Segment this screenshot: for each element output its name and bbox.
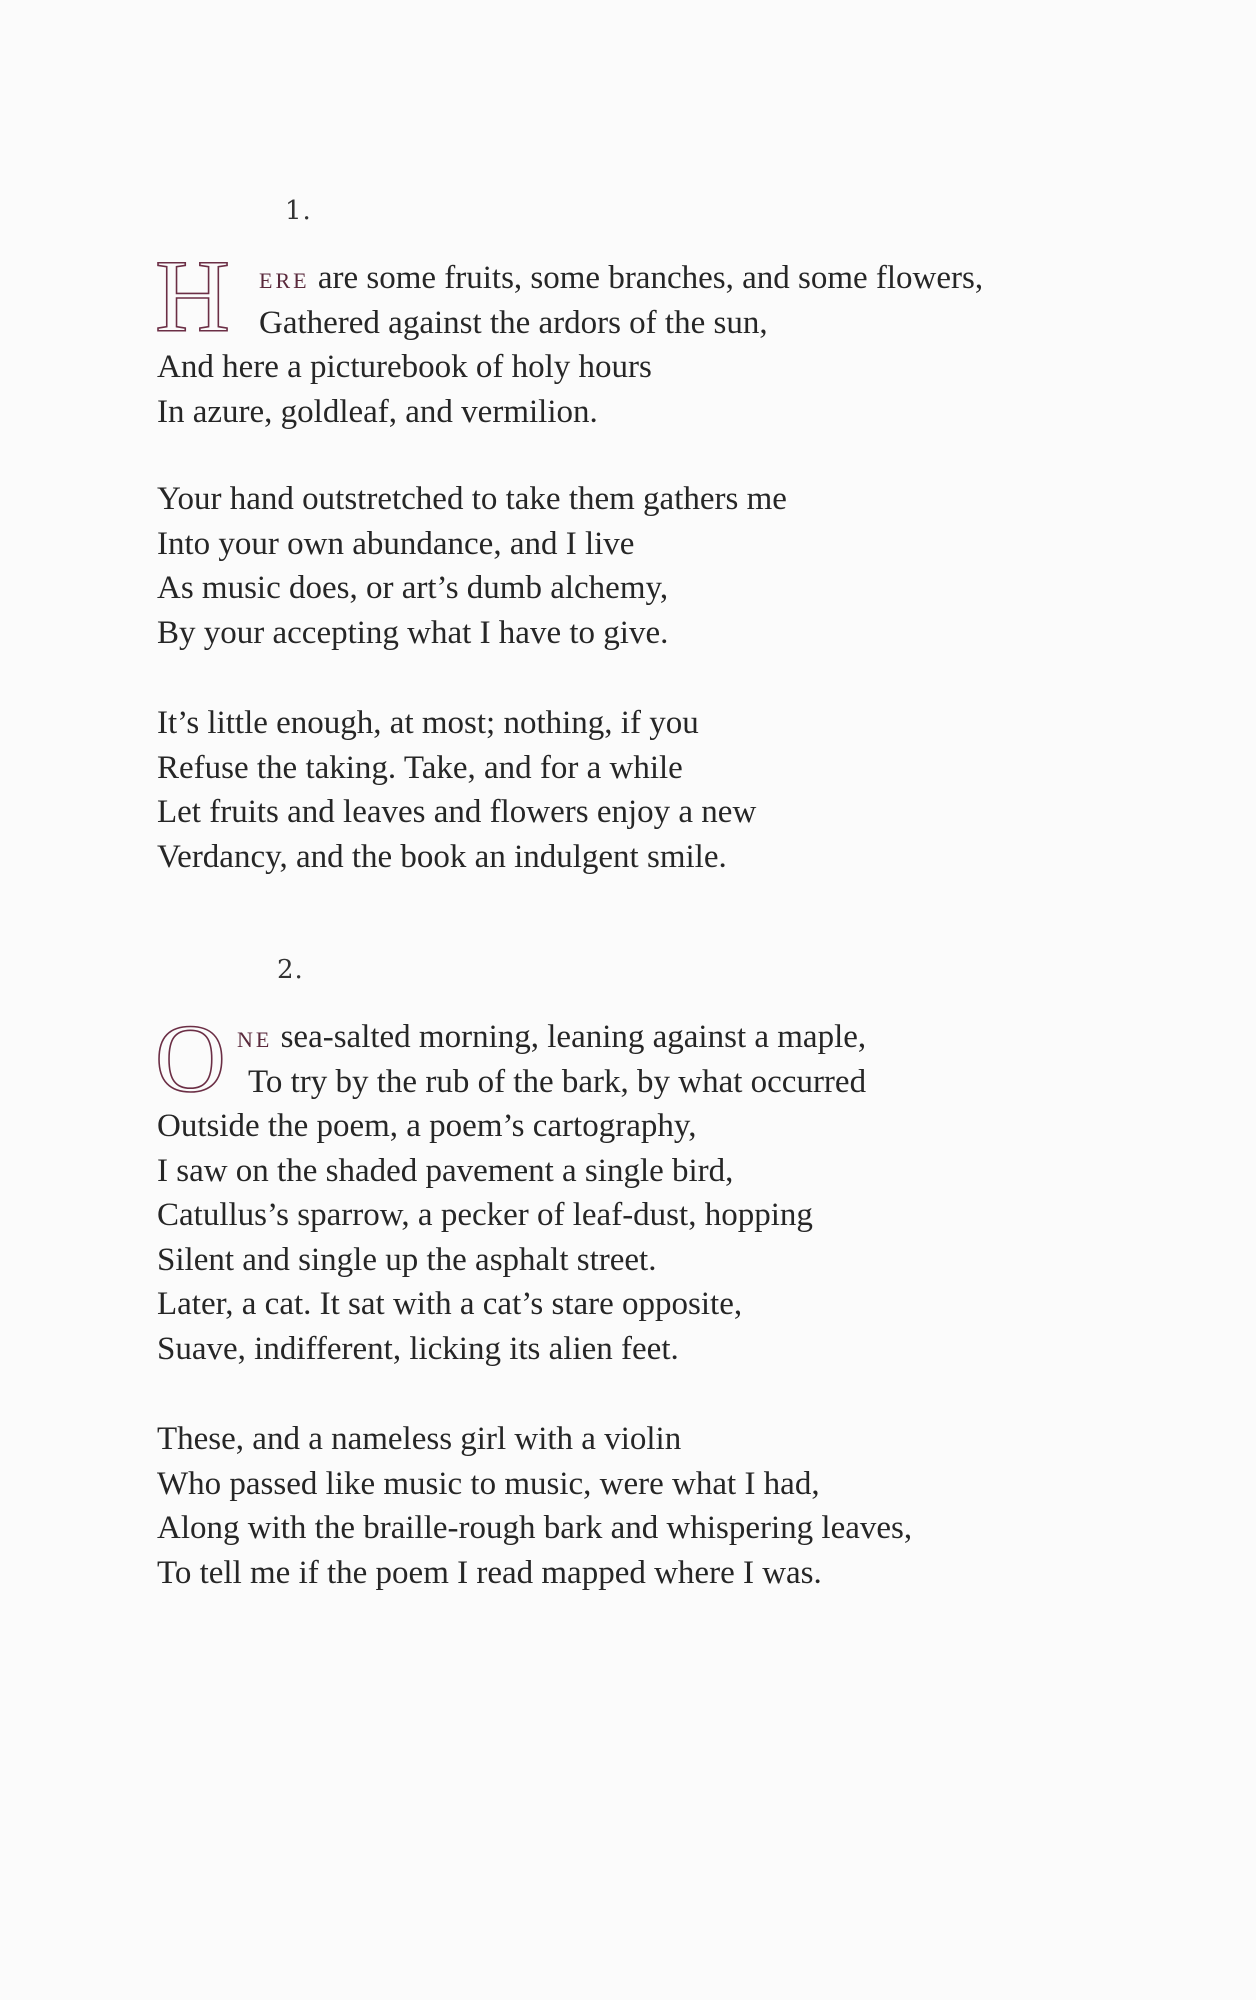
poem-line: Refuse the taking. Take, and for a while [157,749,683,786]
poem-line: It’s little enough, at most; nothing, if you [157,705,699,741]
small-caps-opening: NE [237,1027,273,1052]
section-numeral: 2. [277,955,304,985]
poem-line: And here a picturebook of holy hours [157,349,652,385]
poem-line: To tell me if the poem I read mapped where I was. [157,1554,822,1591]
poem-line: Let fruits and leaves and flowers enjoy a new [157,794,757,830]
poem-line: Silent and single up the asphalt street. [157,1241,657,1278]
stanza [157,701,1117,879]
line-text: sea-salted morning, leaning against a maple, [272,1019,867,1055]
poem-line: Gathered against the ardors of the sun, [259,304,768,341]
stanza [157,1417,1117,1595]
poem-line: Along with the braille-rough bark and whispering leaves, [157,1510,913,1546]
poem-line [157,1015,1117,1060]
poem-line: These, and a nameless girl with a violin [157,1421,682,1457]
poem-line: To try by the rub of the bark, by what occurred [248,1063,867,1100]
poem-line: Verdancy, and the book an indulgent smile. [157,838,727,875]
poem-line: Later, a cat. It sat with a cat’s stare opposite, [157,1286,743,1322]
poem-line: I saw on the shaded pavement a single bird, [157,1152,734,1189]
poem-line: Into your own abundance, and I live [157,525,635,562]
line-text: are some fruits, some branches, and some flowers, [309,260,984,296]
poem-line: As music does, or art’s dumb alchemy, [157,570,669,606]
poem-line [157,256,1117,301]
stanza [157,477,1117,655]
poem-line: Suave, indifferent, licking its alien feet. [157,1330,679,1367]
poem-line: Catullus’s sparrow, a pecker of leaf-dust, hopping [157,1197,813,1233]
poem-line: Your hand outstretched to take them gathers me [157,481,787,517]
stanza [155,239,1117,434]
small-caps-opening: ERE [259,268,310,293]
stanza [155,1005,1117,1371]
section-numeral: 1. [285,196,312,226]
poem-line: In azure, goldleaf, and vermilion. [157,393,598,430]
poem-line: Who passed like music to music, were what I had, [157,1465,820,1502]
drop-cap: O [155,1005,226,1113]
poem-line: Outside the poem, a poem’s cartography, [157,1108,697,1144]
poem-line: By your accepting what I have to give. [157,614,669,651]
drop-cap: H [155,239,231,354]
